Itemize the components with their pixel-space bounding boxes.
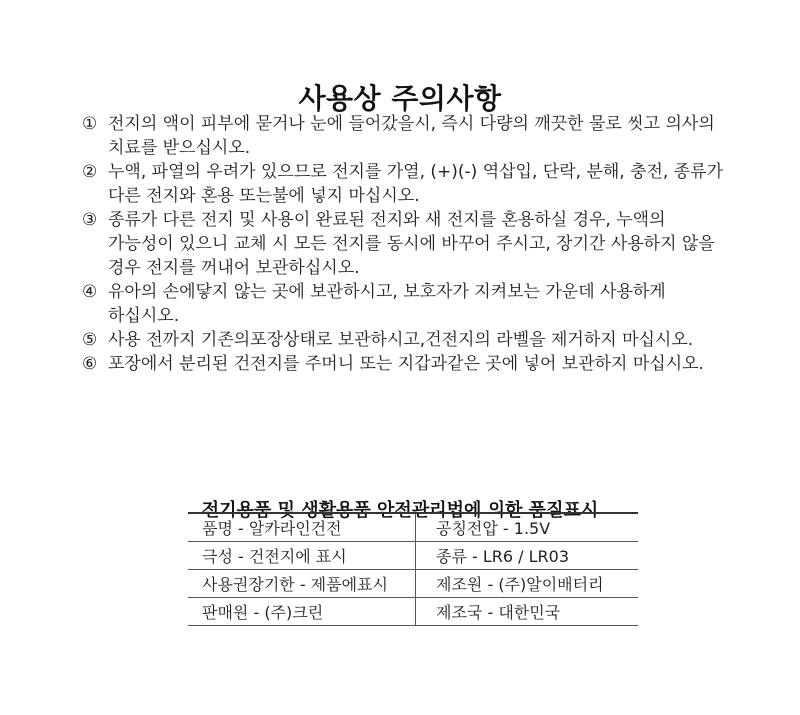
table-cell: 판매원 - (주)크린 <box>188 598 416 626</box>
caution-number: ⑤ <box>82 330 98 350</box>
table-cell: 제조국 - 대한민국 <box>416 598 639 626</box>
quality-label-table <box>188 512 638 626</box>
table-cell: 공칭전압 - 1.5V <box>416 513 639 542</box>
caution-number: ② <box>82 162 98 182</box>
caution-number: ① <box>82 114 98 134</box>
table-cell: 극성 - 건전지에 표시 <box>188 542 416 570</box>
table-cell: 제조원 - (주)알이배터리 <box>416 570 639 598</box>
table-cell: 종류 - LR6 / LR03 <box>416 542 639 570</box>
caution-item <box>82 112 732 160</box>
table-cell: 품명 - 알카라인건전 <box>188 513 416 542</box>
quality-label-title: 전기용품 및 생활용품 안전관리법에 의한 품질표시 <box>201 499 599 521</box>
caution-item <box>82 208 732 280</box>
page-title: 사용상 주의사항 <box>298 81 502 115</box>
table-row <box>188 513 638 542</box>
table-cell: 사용권장기한 - 제품에표시 <box>188 570 416 598</box>
caution-number: ③ <box>82 210 98 230</box>
caution-number: ⑥ <box>82 354 98 374</box>
caution-item <box>82 352 732 376</box>
table-row <box>188 598 638 626</box>
caution-list <box>82 112 732 376</box>
caution-text: 전지의 액이 피부에 묻거나 눈에 들어갔을시, 즉시 다량의 깨끗한 물로 씻고 의사의 치료를 받으십시오. <box>108 114 715 158</box>
table-row <box>188 542 638 570</box>
caution-text: 종류가 다른 전지 및 사용이 완료된 전지와 새 전지를 혼용하실 경우, 누액의 가능성이 있으니 교체 시 모든 전지를 동시에 바꾸어 주시고, 장기간 사용하지 않을 경우 전지를 꺼내어 보관하십시오. <box>108 210 715 278</box>
caution-text: 사용 전까지 기존의포장상태로 보관하시고,건전지의 라벨을 제거하지 마십시오. <box>108 330 694 350</box>
caution-text: 누액, 파열의 우려가 있으므로 전지를 가열, (+)(-) 역삽입, 단락, 분해, 충전, 종류가 다른 전지와 혼용 또는불에 넣지 마십시오. <box>108 162 724 206</box>
table-row <box>188 570 638 598</box>
caution-item <box>82 280 732 328</box>
caution-item <box>82 328 732 352</box>
caution-item <box>82 160 732 208</box>
caution-number: ④ <box>82 282 98 302</box>
caution-text: 유아의 손에닿지 않는 곳에 보관하시고, 보호자가 지켜보는 가운데 사용하게 하십시오. <box>108 282 666 326</box>
caution-text: 포장에서 분리된 건전지를 주머니 또는 지갑과같은 곳에 넣어 보관하지 마십시오. <box>108 354 704 374</box>
